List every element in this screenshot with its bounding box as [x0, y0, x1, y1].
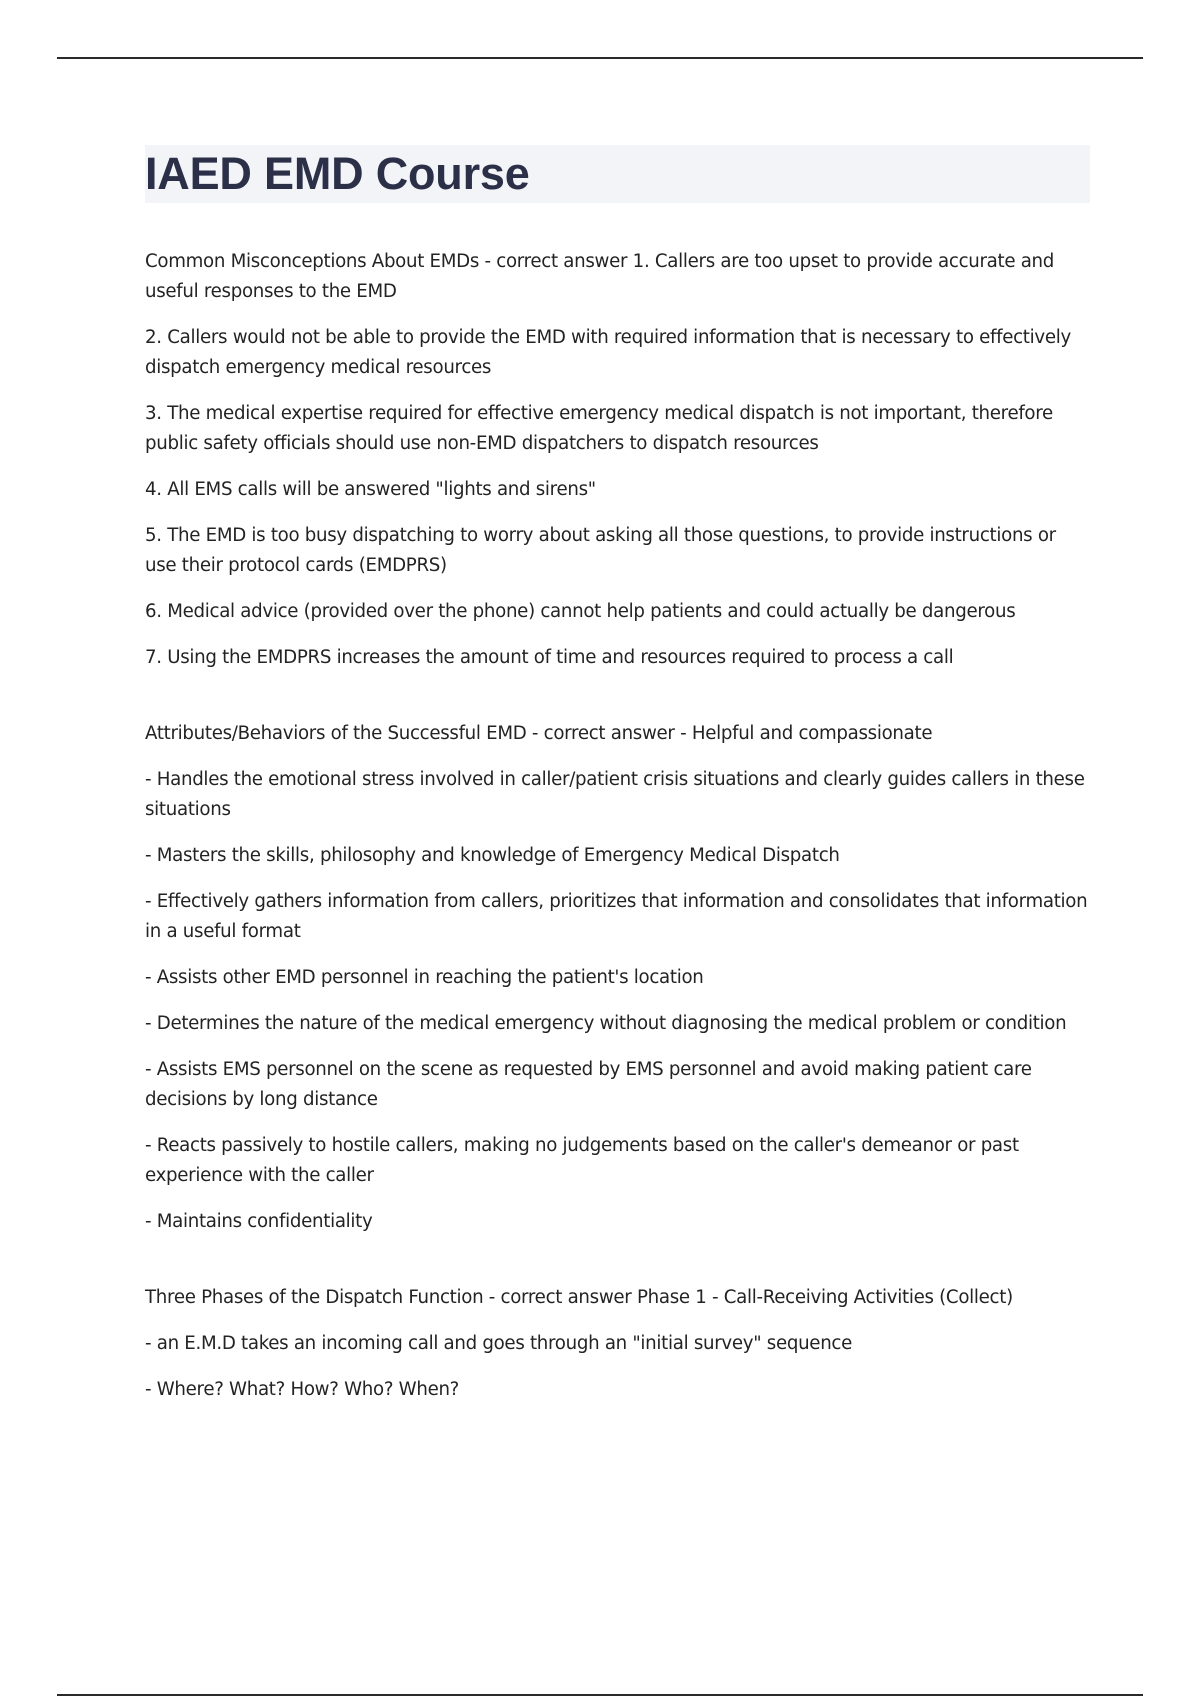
paragraph: Common Misconceptions About EMDs - correct answer 1. Callers are too upset to provide accurate and useful responses to the EMD [145, 251, 1055, 302]
paragraph: - Assists EMS personnel on the scene as requested by EMS personnel and avoid making patient care decisions by long distance [145, 1059, 1032, 1110]
paragraph: - Masters the skills, philosophy and knowledge of Emergency Medical Dispatch [145, 845, 840, 866]
paragraph: - Maintains confidentiality [145, 1211, 373, 1232]
paragraph: - Handles the emotional stress involved in caller/patient crisis situations and clearly guides callers in these situations [145, 769, 1085, 820]
document-body [145, 145, 1090, 1421]
paragraph: 3. The medical expertise required for effective emergency medical dispatch is not important, therefore public safety officials should use non-EMD dispatchers to dispatch resources [145, 403, 1053, 454]
top-rule [57, 57, 1143, 59]
section-attributes [145, 719, 1090, 1237]
section-dispatch-phases [145, 1283, 1090, 1405]
paragraph: 7. Using the EMDPRS increases the amount of time and resources required to process a call [145, 647, 954, 668]
paragraph: Attributes/Behaviors of the Successful EMD - correct answer - Helpful and compassionate [145, 723, 933, 744]
paragraph: - Determines the nature of the medical emergency without diagnosing the medical problem or condition [145, 1013, 1067, 1034]
title-banner [145, 145, 1090, 203]
bottom-rule [57, 1694, 1143, 1696]
paragraph: - Where? What? How? Who? When? [145, 1379, 460, 1400]
paragraph: 5. The EMD is too busy dispatching to worry about asking all those questions, to provide instructions or use their protocol cards (EMDPRS) [145, 525, 1056, 576]
paragraph: 6. Medical advice (provided over the phone) cannot help patients and could actually be dangerous [145, 601, 1016, 622]
paragraph: 2. Callers would not be able to provide the EMD with required information that is necessary to effectively dispatch emergency medical resources [145, 327, 1071, 378]
section-misconceptions [145, 247, 1090, 673]
paragraph: - Reacts passively to hostile callers, making no judgements based on the caller's demeanor or past experience with the caller [145, 1135, 1019, 1186]
document-title: IAED EMD Course [145, 148, 530, 199]
paragraph: 4. All EMS calls will be answered "lights and sirens" [145, 479, 596, 500]
paragraph: - an E.M.D takes an incoming call and goes through an "initial survey" sequence [145, 1333, 853, 1354]
paragraph: Three Phases of the Dispatch Function - correct answer Phase 1 - Call-Receiving Activities (Collect) [145, 1287, 1013, 1308]
paragraph: - Effectively gathers information from callers, prioritizes that information and consolidates that information in a useful format [145, 891, 1088, 942]
paragraph: - Assists other EMD personnel in reaching the patient's location [145, 967, 704, 988]
